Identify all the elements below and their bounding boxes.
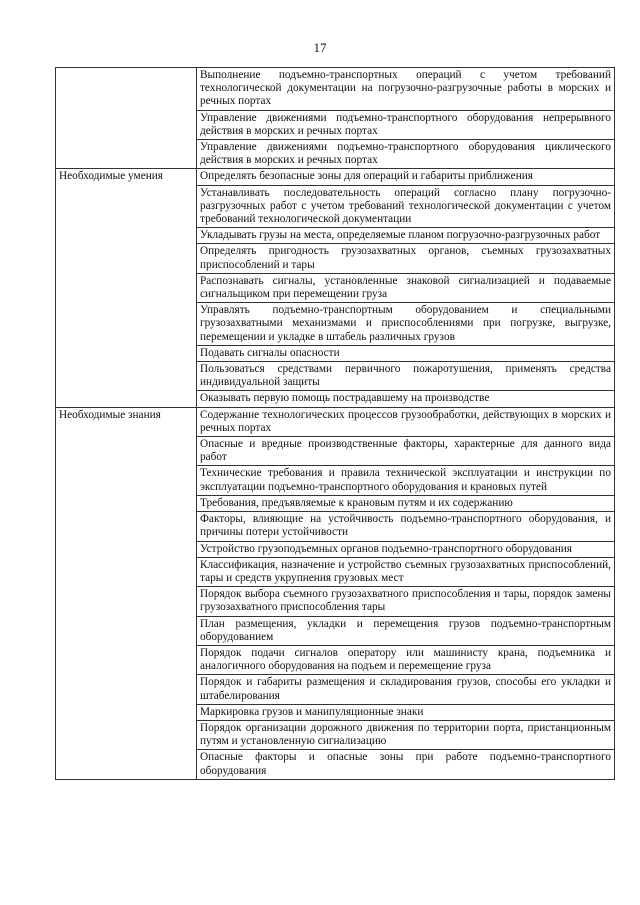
table-cell-item: Определять безопасные зоны для операций и габариты приближения (197, 169, 615, 185)
page-number: 17 (313, 40, 327, 55)
table-cell-item: Укладывать грузы на места, определяемые планом погрузочно-разгрузочных работ (197, 228, 615, 244)
table-cell-item: Управление движениями подъемно-транспортного оборудования циклического действия в морских и речных портах (197, 140, 615, 169)
table-cell-item: Подавать сигналы опасности (197, 345, 615, 361)
table-cell-item: Содержание технологических процессов грузообработки, действующих в морских и речных портах (197, 407, 615, 436)
table-cell-item: Порядок и габариты размещения и складирования грузов, способы его укладки и штабелирования (197, 675, 615, 704)
table-cell-item: Порядок подачи сигналов оператору или машинисту крана, подъемника и аналогичного оборудования на подъем и перемещение груза (197, 645, 615, 674)
table-row (56, 407, 615, 436)
table-cell-item: Порядок организации дорожного движения по территории порта, пристанционным путям и установленную сигнализацию (197, 720, 615, 749)
section-label-knowledge: Необходимые знания (56, 407, 197, 779)
section-label (56, 68, 197, 169)
table-cell-item: Классификация, назначение и устройство съемных грузозахватных приспособлений, тары и средств укрупнения грузовых мест (197, 557, 615, 586)
table-cell-item: Определять пригодность грузозахватных органов, съемных грузозахватных приспособлений и тары (197, 244, 615, 273)
requirements-table (55, 67, 615, 780)
table-cell-item: Пользоваться средствами первичного пожаротушения, применять средства индивидуальной защиты (197, 362, 615, 391)
table-cell-item: Опасные и вредные производственные факторы, характерные для данного вида работ (197, 437, 615, 466)
section-label-skills: Необходимые умения (56, 169, 197, 407)
table-row (56, 169, 615, 185)
table-cell-item: Требования, предъявляемые к крановым путям и их содержанию (197, 495, 615, 511)
table-row (56, 68, 615, 111)
table-cell-item: Факторы, влияющие на устойчивость подъемно-транспортного оборудования, и причины потери устойчивости (197, 512, 615, 541)
table-cell-item: Порядок выбора съемного грузозахватного приспособления и тары, порядок замены грузозахватного приспособления тары (197, 587, 615, 616)
table-cell-item: Маркировка грузов и манипуляционные знаки (197, 704, 615, 720)
table-cell-item: Оказывать первую помощь пострадавшему на производстве (197, 391, 615, 407)
table-cell-item: Устанавливать последовательность операций согласно плану погрузочно-разгрузочных работ с учетом требований технологической документации с учетом требований технологической документации (197, 185, 615, 228)
table-cell-item: План размещения, укладки и перемещения грузов подъемно-транспортным оборудованием (197, 616, 615, 645)
table-cell-item: Управление движениями подъемно-транспортного оборудования непрерывного действия в морских и речных портах (197, 110, 615, 139)
table-cell-item: Технические требования и правила технической эксплуатации и инструкции по эксплуатации подъемно-транспортного оборудования и крановых путей (197, 466, 615, 495)
table-cell-item: Устройство грузоподъемных органов подъемно-транспортного оборудования (197, 541, 615, 557)
table-cell-item: Управлять подъемно-транспортным оборудованием и специальными грузозахватными механизмами и приспособлениями при погрузке, выгрузке, перемещении и укладке в штабель различных грузов (197, 303, 615, 346)
table-cell-item: Выполнение подъемно-транспортных операций с учетом требований технологической документации на погрузочно-разгрузочные работы в морских и речных портах (197, 68, 615, 111)
table-cell-item: Распознавать сигналы, установленные знаковой сигнализацией и подаваемые сигнальщиком при перемещении груза (197, 273, 615, 302)
table-cell-item: Опасные факторы и опасные зоны при работе подъемно-транспортного оборудования (197, 750, 615, 779)
